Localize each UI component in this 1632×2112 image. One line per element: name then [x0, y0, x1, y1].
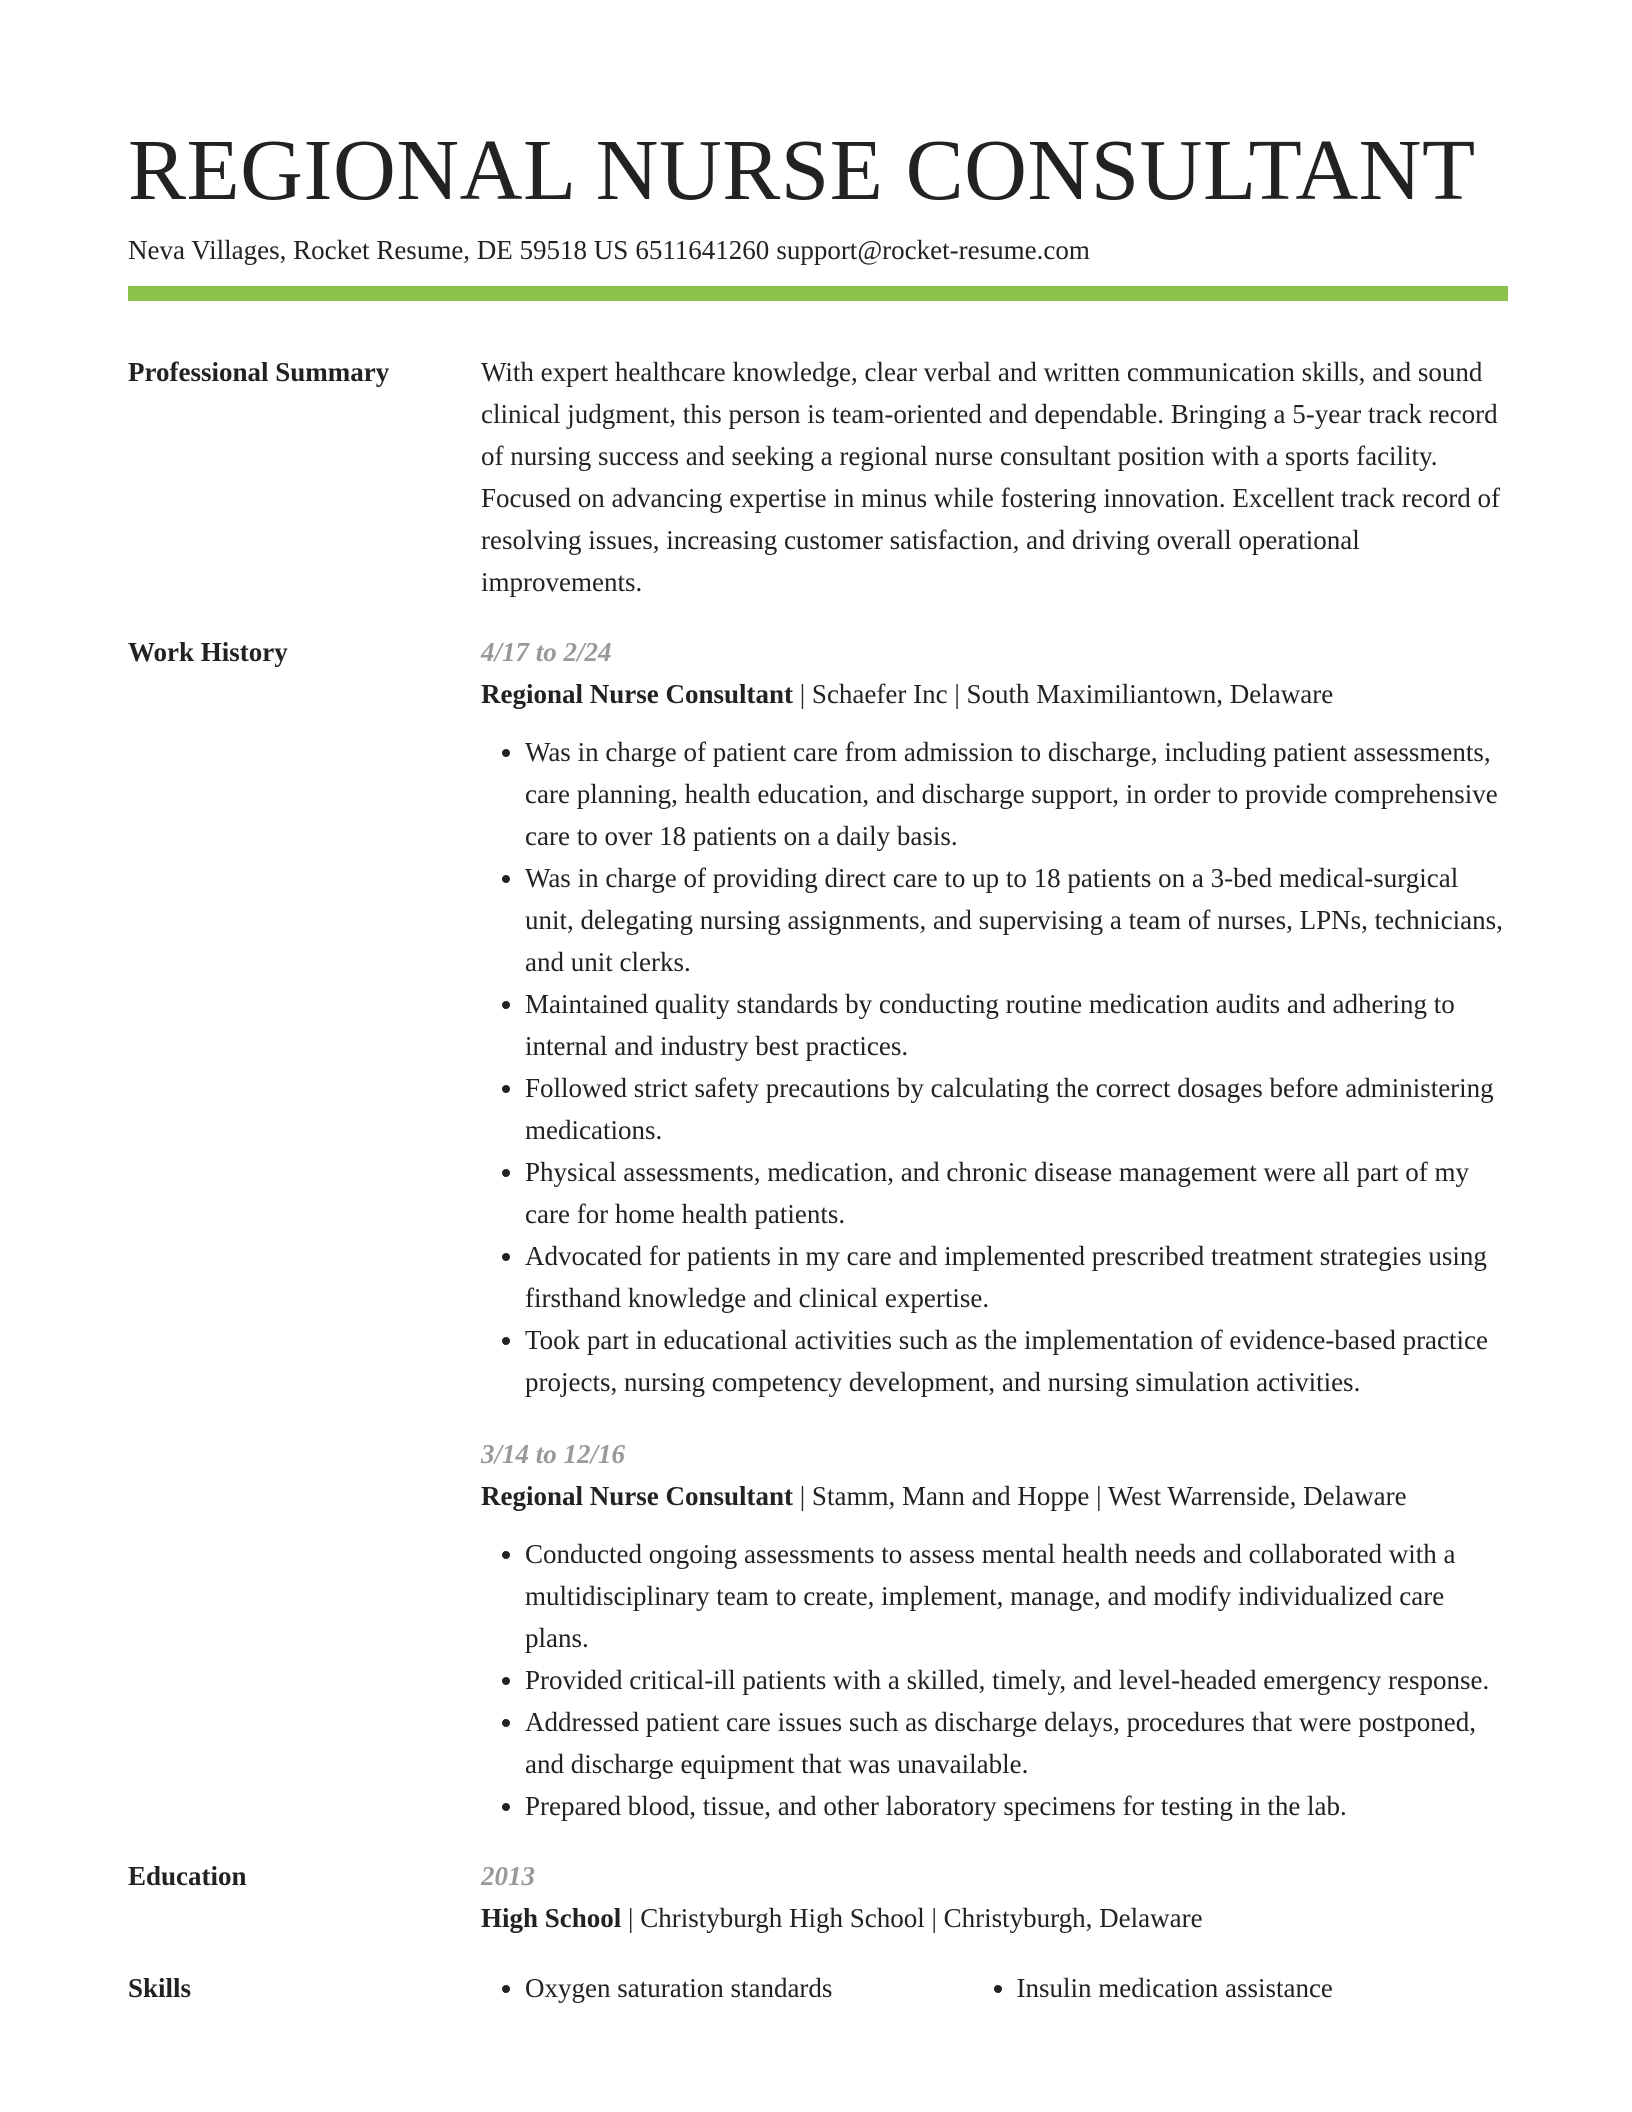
- education-line: [481, 1897, 1508, 1939]
- job-bullet: • Was in charge of providing direct care to up to 18 patients on a 3-bed medical-surgical unit, delegating nursing assignments, and supervising a team of nurses, LPNs, technicians, and unit clerks.: [525, 857, 1508, 983]
- job-bullet: • Took part in educational activities such as the implementation of evidence-based practice projects, nursing competency development, and nursing simulation activities.: [525, 1319, 1508, 1403]
- summary-section: [128, 351, 1508, 603]
- contact-address: Neva Villages, Rocket Resume, DE 59518 US: [128, 235, 629, 265]
- skills-label: Skills: [128, 1973, 192, 2003]
- skills-list: [481, 1967, 1508, 2009]
- job-bullets: [481, 731, 1508, 1403]
- job-employer: | Stamm, Mann and Hoppe | West Warrenside, Delaware: [793, 1481, 1407, 1511]
- job-bullet: • Physical assessments, medication, and chronic disease management were all part of my care for home health patients.: [525, 1151, 1508, 1235]
- job-title-line: [481, 1475, 1508, 1517]
- contact-line: [128, 232, 1508, 268]
- job-bullet: • Followed strict safety precautions by calculating the correct dosages before administering medications.: [525, 1067, 1508, 1151]
- contact-phone: 6511641260: [635, 235, 770, 265]
- job-entry: [481, 1433, 1508, 1827]
- education-year: 2013: [481, 1861, 535, 1891]
- work-history-section: [128, 631, 1508, 1827]
- job-bullets: [481, 1533, 1508, 1827]
- job-role: Regional Nurse Consultant: [481, 1481, 794, 1511]
- education-body: [481, 1855, 1508, 1939]
- header-divider: [128, 286, 1508, 301]
- skills-section: [128, 1967, 1508, 2009]
- resume-title: REGIONAL NURSE CONSULTANT: [128, 121, 1476, 218]
- summary-label: Professional Summary: [128, 357, 390, 387]
- resume-page: [128, 120, 1508, 2009]
- job-role: Regional Nurse Consultant: [481, 679, 794, 709]
- skills-body: [481, 1967, 1508, 2009]
- job-title-line: [481, 673, 1508, 715]
- job-bullet: • Advocated for patients in my care and implemented prescribed treatment strategies using firsthand knowledge and clinical expertise.: [525, 1235, 1508, 1319]
- skill-item: • Insulin medication assistance: [1017, 1967, 1509, 2009]
- job-entry: [481, 631, 1508, 1403]
- job-bullet: • Provided critical-ill patients with a skilled, timely, and level-headed emergency response.: [525, 1659, 1508, 1701]
- job-employer: | Schaefer Inc | South Maximiliantown, Delaware: [793, 679, 1334, 709]
- skill-item: • Oxygen saturation standards: [525, 1967, 1017, 2009]
- job-bullet: • Maintained quality standards by conducting routine medication audits and adhering to internal and industry best practices.: [525, 983, 1508, 1067]
- contact-email: support@rocket-resume.com: [776, 235, 1090, 265]
- job-dates: 4/17 to 2/24: [481, 637, 612, 667]
- job-bullet: • Was in charge of patient care from admission to discharge, including patient assessments, care planning, health education, and discharge support, in order to provide comprehensive care to over 18 patients on a daily basis.: [525, 731, 1508, 857]
- work-history-label: Work History: [128, 637, 288, 667]
- education-section: [128, 1855, 1508, 1939]
- job-bullet: • Conducted ongoing assessments to assess mental health needs and collaborated with a multidisciplinary team to create, implement, manage, and modify individualized care plans.: [525, 1533, 1508, 1659]
- education-degree: High School: [481, 1903, 622, 1933]
- summary-text: With expert healthcare knowledge, clear verbal and written communication skills, and sound clinical judgment, this person is team-oriented and dependable. Bringing a 5-year track record of nursing success and seeking a regional nurse consultant position with a sports facility. Focused on advancing expertise in minus while fostering innovation. Excellent track record of resolving issues, increasing customer satisfaction, and driving overall operational improvements.: [481, 357, 1500, 597]
- work-history-body: [481, 631, 1508, 1827]
- education-label: Education: [128, 1861, 247, 1891]
- education-school: | Christyburgh High School | Christyburgh, Delaware: [621, 1903, 1203, 1933]
- job-dates: 3/14 to 12/16: [481, 1439, 626, 1469]
- job-bullet: • Addressed patient care issues such as discharge delays, procedures that were postponed, and discharge equipment that was unavailable.: [525, 1701, 1508, 1785]
- job-bullet: • Prepared blood, tissue, and other laboratory specimens for testing in the lab.: [525, 1785, 1508, 1827]
